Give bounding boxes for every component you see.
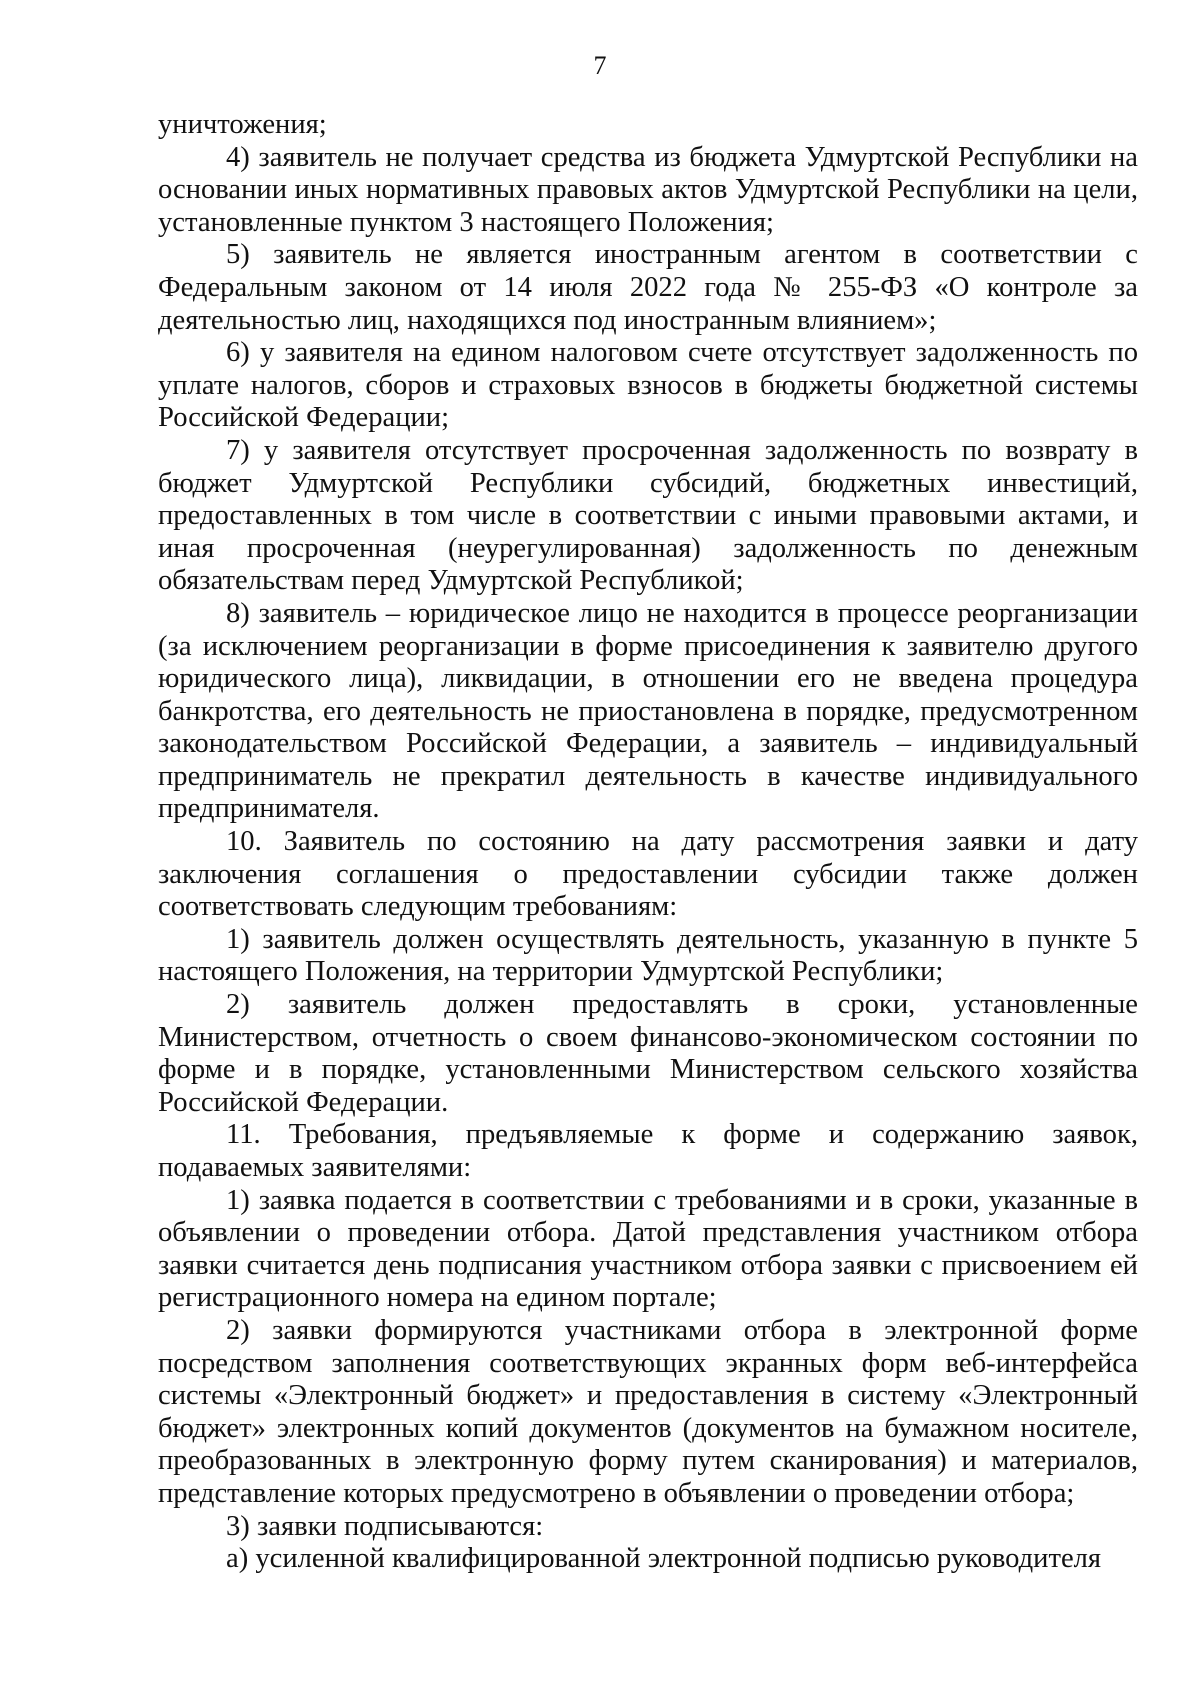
paragraph-item-8: 8) заявитель – юридическое лицо не находится в процессе реорганизации (за исключением реорганизации в форме присоединения к заявителю другого юридического лица), ликвидации, в отношении его не введена процедура банкротства, его деятельность не приостановлена в порядке, предусмотренном законодательством Российской Федерации, а заявитель – индивидуальный предприниматель не прекратил деятельность в качестве индивидуального предпринимателя. <box>158 597 1138 825</box>
document-body <box>158 109 1138 1576</box>
page-number: 7 <box>593 51 607 80</box>
paragraph-item-6: 6) у заявителя на едином налоговом счете отсутствует задолженность по уплате налогов, сборов и страховых взносов в бюджеты бюджетной системы Российской Федерации; <box>158 337 1138 434</box>
paragraph-section-11: 11. Требования, предъявляемые к форме и содержанию заявок, подаваемых заявителями: <box>158 1119 1138 1183</box>
paragraph-section-11-item-3a: а) усиленной квалифицированной электронной подписью руководителя <box>226 1543 1102 1575</box>
paragraph-section-10-item-1: 1) заявитель должен осуществлять деятельность, указанную в пункте 5 настоящего Положения, на территории Удмуртской Республики; <box>158 923 1138 988</box>
paragraph-section-11-item-2: 2) заявки формируются участниками отбора в электронной форме посредством заполнения соответствующих экранных форм веб-интерфейса системы «Электронный бюджет» и предоставления в систему «Электронный бюджет» электронных копий документов (документов на бумажном носителе, преобразованных в электронную форму путем сканирования) и материалов, представление которых предусмотрено в объявлении о проведении отбора; <box>158 1314 1138 1509</box>
paragraph-item-7: 7) у заявителя отсутствует просроченная задолженность по возврату в бюджет Удмуртской Республики субсидий, бюджетных инвестиций, предоставленных в том числе в соответствии с иными правовыми актами, и иная просроченная (неурегулированная) задолженность по денежным обязательствам перед Удмуртской Республикой; <box>158 434 1138 597</box>
paragraph-section-11-item-3: 3) заявки подписываются: <box>226 1510 544 1542</box>
paragraph-section-10: 10. Заявитель по состоянию на дату рассмотрения заявки и дату заключения соглашения о предоставлении субсидии также должен соответствовать следующим требованиям: <box>158 826 1138 923</box>
paragraph-continuation: уничтожения; <box>158 109 327 140</box>
paragraph-section-11-item-1: 1) заявка подается в соответствии с требованиями и в сроки, указанные в объявлении о проведении отбора. Датой представления участником отбора заявки считается день подписания участником отбора заявки с присвоением ей регистрационного номера на едином портале; <box>158 1184 1138 1314</box>
paragraph-item-4: 4) заявитель не получает средства из бюджета Удмуртской Республики на основании иных нормативных правовых актов Удмуртской Республики на цели, установленные пунктом 3 настоящего Положения; <box>158 141 1138 238</box>
paragraph-section-10-item-2: 2) заявитель должен предоставлять в сроки, установленные Министерством, отчетность о своем финансово-экономическом состоянии по форме и в порядке, установленными Министерством сельского хозяйства Российской Федерации. <box>158 989 1138 1118</box>
paragraph-item-5: 5) заявитель не является иностранным агентом в соответствии с Федеральным законом от 14 июля 2022 года № 255-ФЗ «О контроле за деятельностью лиц, находящихся под иностранным влиянием»; <box>158 239 1138 336</box>
